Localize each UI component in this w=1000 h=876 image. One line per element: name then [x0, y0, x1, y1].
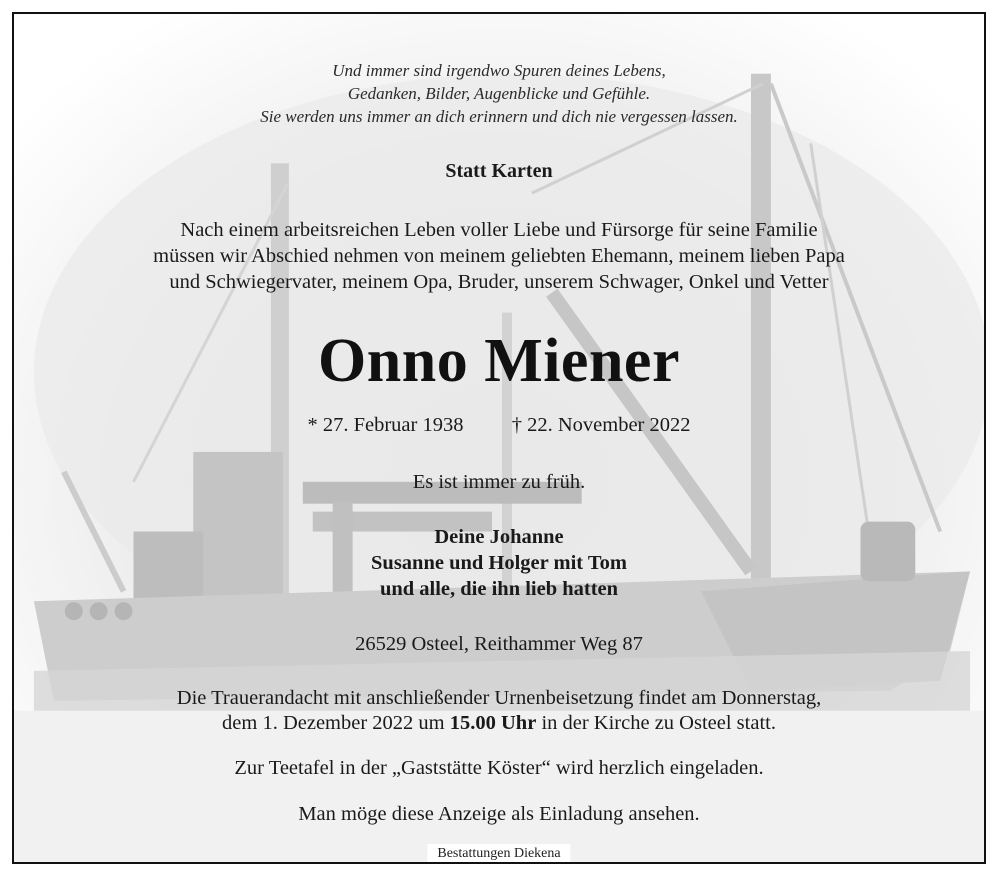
service-time: 15.00 Uhr: [449, 712, 537, 734]
death-date: † 22. November 2022: [511, 414, 691, 436]
mourner-line-2: Susanne und Holger mit Tom: [371, 552, 627, 574]
life-dates: [14, 414, 984, 437]
poem-line-1: Und immer sind irgendwo Spuren deines Lebens,: [332, 61, 666, 80]
funeral-home-name: Bestattungen Diekena: [427, 844, 570, 864]
heading-statt-karten: Statt Karten: [445, 160, 553, 182]
obituary-content: [14, 14, 984, 862]
service-line-2: [14, 711, 984, 736]
family-address: 26529 Osteel, Reithammer Weg 87: [355, 633, 643, 655]
intro-line-3: und Schwiegervater, meinem Opa, Bruder, unserem Schwager, Onkel und Vetter: [169, 271, 829, 293]
service-location: in der Kirche zu Osteel statt.: [536, 712, 776, 734]
tea-invitation: Zur Teetafel in der „Gaststätte Köster“ wird herzlich eingeladen.: [234, 757, 764, 779]
mourner-line-1: Deine Johanne: [434, 526, 564, 548]
intro-line-1: Nach einem arbeitsreichen Leben voller Liebe und Fürsorge für seine Familie: [180, 219, 818, 241]
poem-line-3: Sie werden uns immer an dich erinnern und dich nie vergessen lassen.: [260, 107, 738, 126]
footer: [14, 840, 984, 864]
motto: Es ist immer zu früh.: [412, 471, 586, 493]
deceased-name: Onno Miener: [318, 327, 680, 395]
mourner-line-3: und alle, die ihn lieb hatten: [379, 578, 619, 600]
service-date: dem 1. Dezember 2022 um: [222, 712, 450, 734]
intro-line-2: müssen wir Abschied nehmen von meinem geliebten Ehemann, meinem lieben Papa: [153, 245, 845, 267]
service-line-1: Die Trauerandacht mit anschließender Urnenbeisetzung findet am Donnerstag,: [176, 687, 822, 709]
poem-line-2: Gedanken, Bilder, Augenblicke und Gefühle.: [347, 84, 651, 103]
invitation-note: Man möge diese Anzeige als Einladung ansehen.: [298, 803, 700, 825]
birth-date: * 27. Februar 1938: [307, 414, 464, 436]
obituary-frame: [12, 12, 986, 864]
